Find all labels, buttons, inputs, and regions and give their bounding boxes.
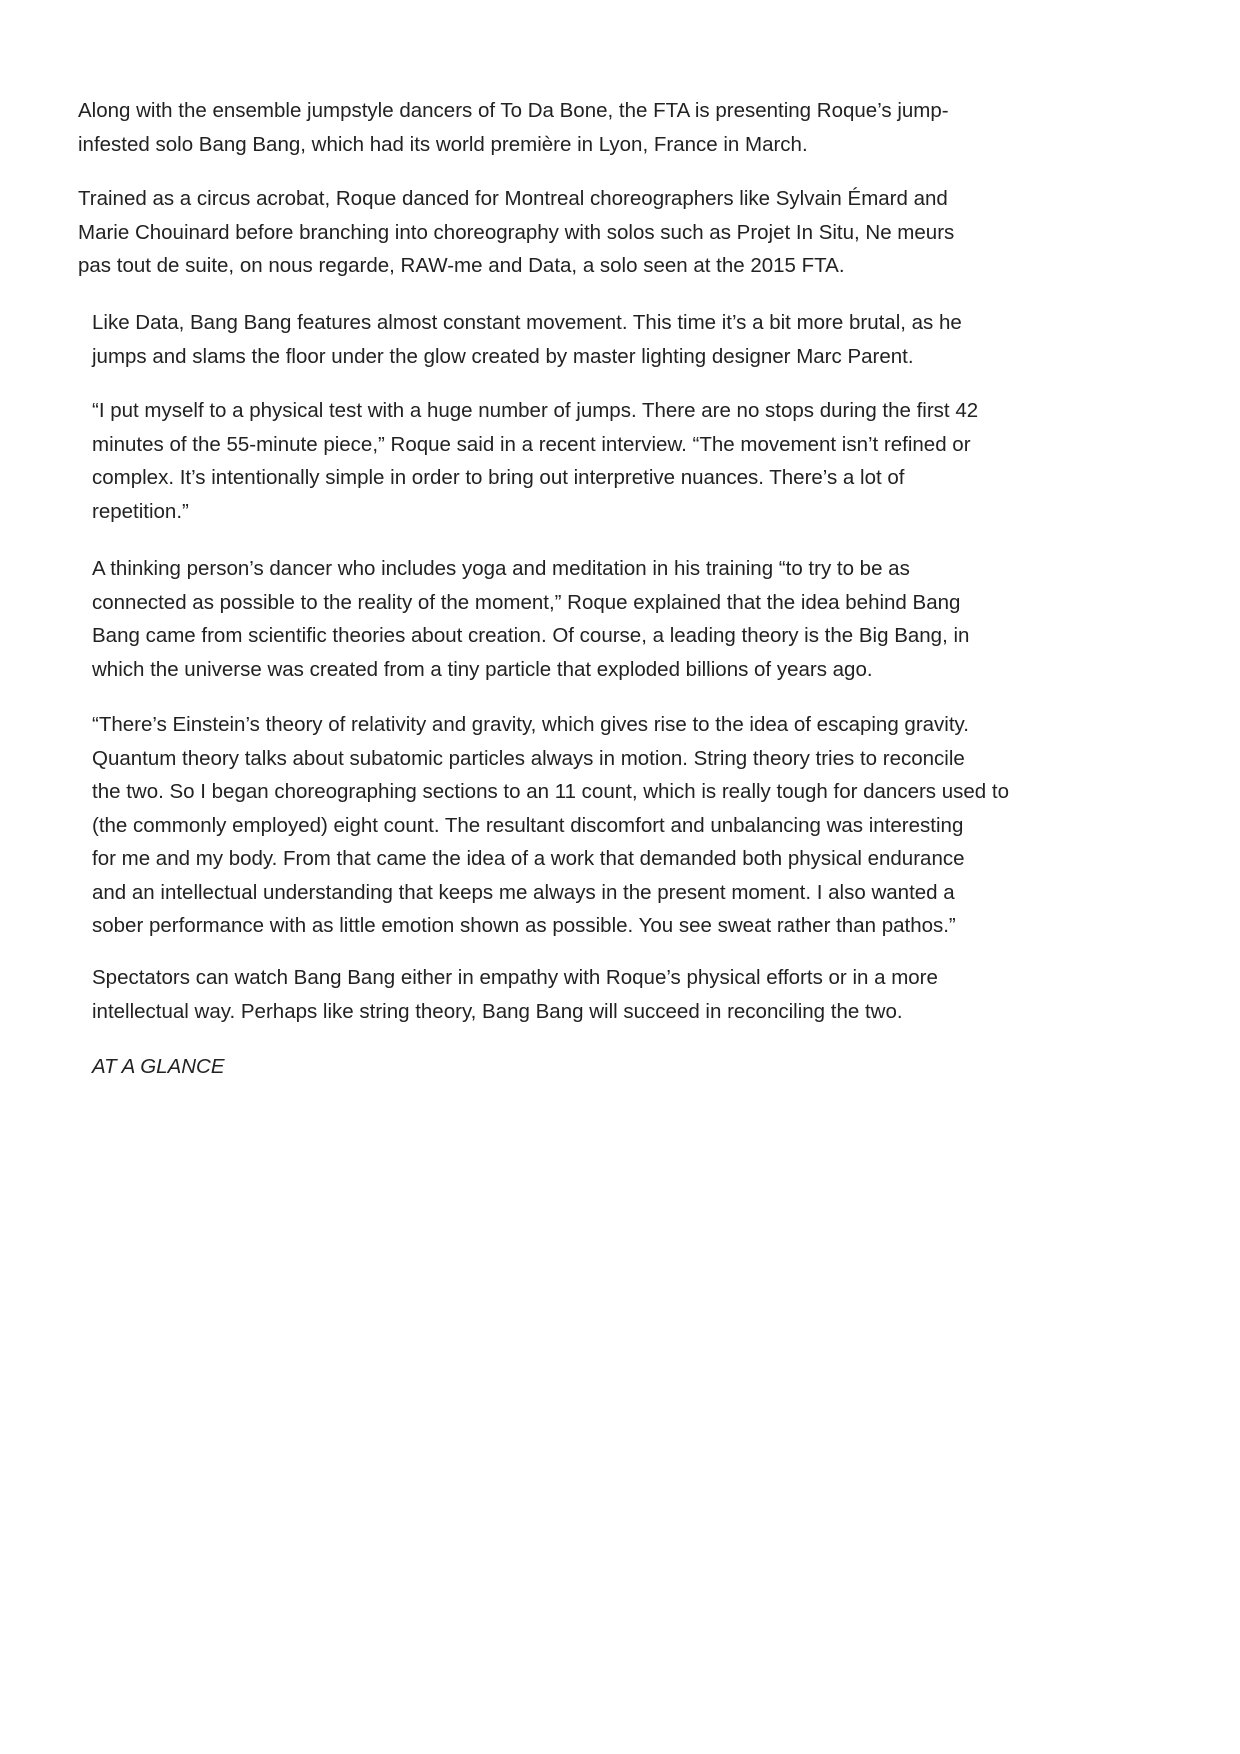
text-line: repetition.”: [92, 499, 189, 523]
paragraph-background: [78, 182, 954, 283]
paragraph-movement: [92, 306, 962, 373]
paragraph-intro: [78, 94, 949, 161]
paragraph-quote-einstein: [92, 708, 1009, 943]
paragraph-theories: [92, 552, 969, 686]
text-line: (the commonly employed) eight count. The resultant discomfort and unbalancing was interesting: [92, 813, 964, 837]
section-heading-at-a-glance: AT A GLANCE: [92, 1055, 225, 1078]
text-line: pas tout de suite, on nous regarde, RAW-me and Data, a solo seen at the 2015 FTA.: [78, 254, 845, 277]
text-line: complex. It’s intentionally simple in order to bring out interpretive nuances. There’s a lot of: [92, 466, 905, 489]
text-line: “I put myself to a physical test with a huge number of jumps. There are no stops during the first 42: [92, 399, 979, 422]
paragraph-quote-jumps: [92, 394, 978, 528]
text-line: minutes of the 55-minute piece,” Roque said in a recent interview. “The movement isn’t refined or: [92, 432, 971, 456]
text-line: the two. So I began choreographing sections to an 11 count, which is really tough for dancers used to: [92, 780, 1009, 803]
paragraph-spectators: [92, 961, 938, 1028]
text-line: Spectators can watch Bang Bang either in empathy with Roque’s physical efforts or in a more: [92, 966, 938, 989]
text-line: infested solo Bang Bang, which had its world première in Lyon, France in March.: [78, 132, 808, 156]
text-line: and an intellectual understanding that keeps me always in the present moment. I also wanted a: [92, 880, 955, 904]
text-line: Along with the ensemble jumpstyle dancers of To Da Bone, the FTA is presenting Roque’s jump-: [78, 99, 949, 122]
text-line: connected as possible to the reality of the moment,” Roque explained that the idea behind Bang: [92, 590, 961, 614]
text-line: for me and my body. From that came the idea of a work that demanded both physical endurance: [92, 847, 965, 870]
text-line: Quantum theory talks about subatomic particles always in motion. String theory tries to reconcile: [92, 746, 965, 770]
text-line: A thinking person’s dancer who includes yoga and meditation in his training “to try to be as: [92, 557, 910, 580]
text-line: Bang came from scientific theories about creation. Of course, a leading theory is the Big Bang, in: [92, 624, 970, 647]
text-line: Like Data, Bang Bang features almost constant movement. This time it’s a bit more brutal, as he: [92, 311, 962, 334]
text-line: jumps and slams the floor under the glow created by master lighting designer Marc Parent.: [92, 344, 914, 368]
text-line: sober performance with as little emotion shown as possible. You see sweat rather than pathos.”: [92, 914, 956, 937]
text-line: which the universe was created from a tiny particle that exploded billions of years ago.: [92, 657, 873, 681]
text-line: Marie Chouinard before branching into choreography with solos such as Projet In Situ, Ne meurs: [78, 220, 955, 244]
text-line: “There’s Einstein’s theory of relativity and gravity, which gives rise to the idea of escaping gravity.: [92, 713, 969, 736]
text-line: intellectual way. Perhaps like string theory, Bang Bang will succeed in reconciling the two.: [92, 999, 903, 1023]
text-line: Trained as a circus acrobat, Roque danced for Montreal choreographers like Sylvain Émard and: [78, 187, 948, 210]
